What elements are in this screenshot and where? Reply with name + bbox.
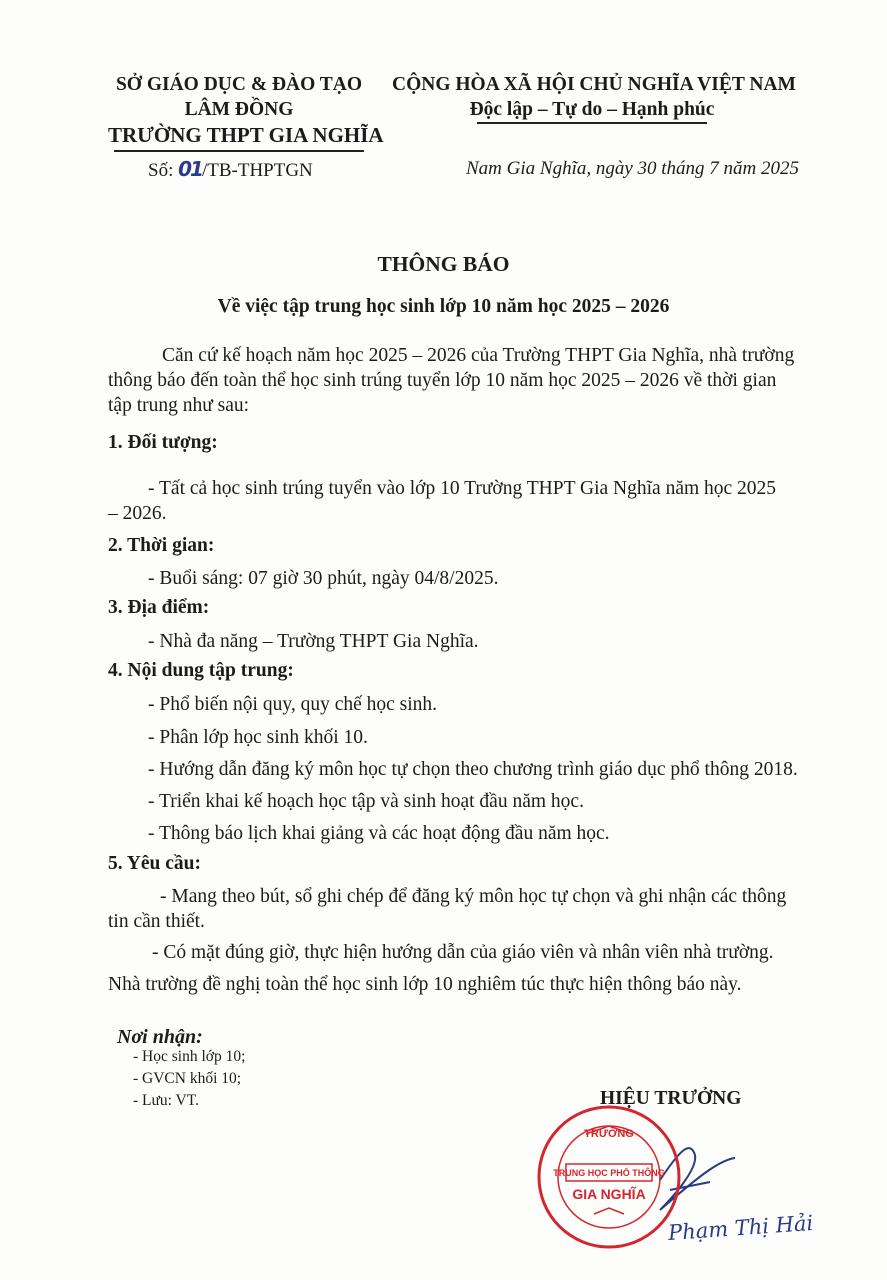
country-name: CỘNG HÒA XÃ HỘI CHỦ NGHĨA VIỆT NAM [392,74,796,95]
seal-line-2: TRUNG HỌC PHỔ THÔNG [553,1168,665,1178]
closing-statement: Nhà trường đề nghị toàn thể học sinh lớp 10 nghiêm túc thực hiện thông báo này. [108,974,742,995]
intro-line-2: thông báo đến toàn thể học sinh trúng tuyển lớp 10 năm học 2025 – 2026 về thời gian [108,370,777,391]
intro-line-1: Căn cứ kế hoạch năm học 2025 – 2026 của Trường THPT Gia Nghĩa, nhà trường [162,345,795,366]
document-subtitle: Về việc tập trung học sinh lớp 10 năm học 2025 – 2026 [217,296,670,317]
section-3-heading: 3. Địa điểm: [108,597,210,618]
number-suffix: /TB-THPTGN [201,159,313,181]
document-number [108,156,370,184]
section-4-item-3: - Hướng dẫn đăng ký môn học tự chọn theo chương trình giáo dục phổ thông 2018. [148,759,798,780]
school-name: TRƯỜNG THPT GIA NGHĨA [108,123,384,147]
department-line-2: LÂM ĐỒNG [184,99,294,120]
section-4-item-2: - Phân lớp học sinh khối 10. [148,727,368,748]
issuing-authority-block [108,72,384,184]
section-5-item-2: - Có mặt đúng giờ, thực hiện hướng dẫn của giáo viên và nhân viên nhà trường. [152,942,774,963]
section-2-heading: 2. Thời gian: [108,535,215,556]
section-5-heading: 5. Yêu cầu: [108,853,201,874]
section-1-heading: 1. Đối tượng: [108,432,218,453]
recipient-item-2: - GVCN khối 10; [133,1070,242,1087]
motto-underline [477,122,707,124]
section-4-item-4: - Triển khai kế hoạch học tập và sinh hoạt đầu năm học. [148,791,584,812]
issue-date: Nam Gia Nghĩa, ngày 30 tháng 7 năm 2025 [466,158,800,179]
national-motto: Độc lập – Tự do – Hạnh phúc [469,99,715,120]
section-5-item-1-line-1: - Mang theo bút, sổ ghi chép để đăng ký môn học tự chọn và ghi nhận các thông [160,886,787,907]
section-1-item-line-1: - Tất cả học sinh trúng tuyển vào lớp 10 Trường THPT Gia Nghĩa năm học 2025 [148,478,777,499]
section-5-item-1-line-2: tin cần thiết. [108,911,205,932]
intro-line-3: tập trung như sau: [108,395,250,416]
document-title: THÔNG BÁO [377,252,510,276]
section-1-item-line-2: – 2026. [108,503,167,524]
principal-title: HIỆU TRƯỞNG [600,1088,742,1109]
recipients-title: Nơi nhận: [117,1026,203,1048]
number-prefix: Số: [148,159,179,181]
section-2-item: - Buổi sáng: 07 giờ 30 phút, ngày 04/8/2025. [148,568,499,589]
section-4-heading: 4. Nội dung tập trung: [108,660,294,681]
department-line-1: SỞ GIÁO DỤC & ĐÀO TẠO [115,74,363,95]
recipient-item-3: - Lưu: VT. [133,1092,199,1109]
seal-line-3: GIA NGHĨA [572,1186,646,1202]
school-underline [114,150,364,152]
seal-line-1: TRƯỜNG [584,1128,634,1140]
section-3-item: - Nhà đa năng – Trường THPT Gia Nghĩa. [148,631,479,652]
recipient-item-1: - Học sinh lớp 10; [133,1048,246,1065]
section-4-item-1: - Phổ biến nội quy, quy chế học sinh. [148,694,438,715]
handwritten-number: 01 [178,156,202,181]
national-header-block [392,72,796,124]
signer-name: Phạm Thị Hải [667,1210,814,1246]
section-4-item-5: - Thông báo lịch khai giảng và các hoạt động đầu năm học. [148,823,610,844]
